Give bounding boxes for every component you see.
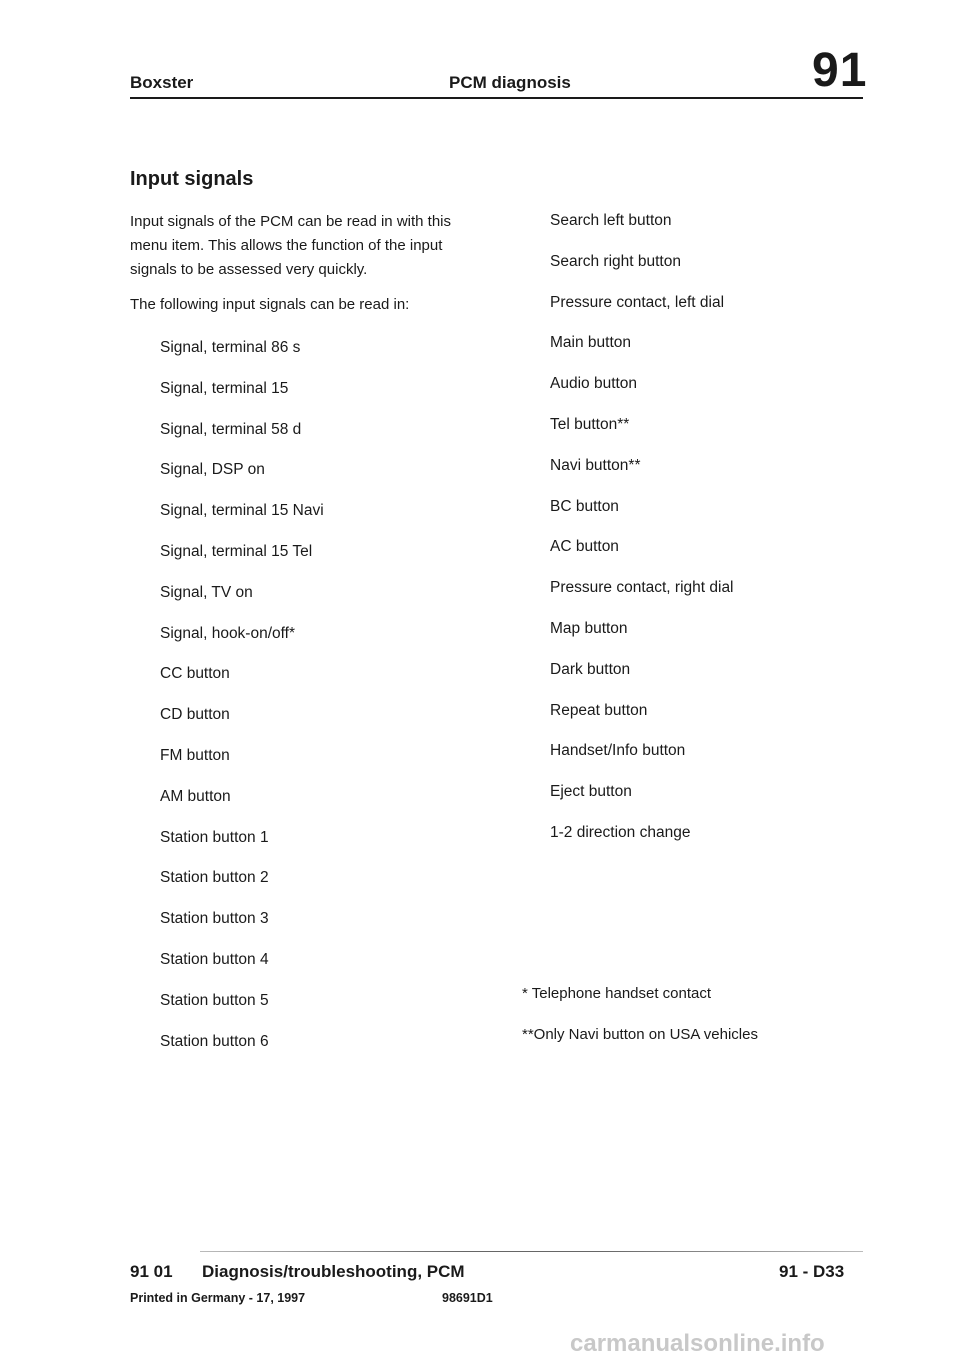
header-divider [130, 97, 863, 99]
list-item: Station button 6 [160, 1032, 269, 1050]
list-item: 1-2 direction change [550, 823, 691, 841]
list-item: Station button 2 [160, 869, 269, 887]
list-item: Search right button [550, 252, 681, 270]
list-item: Signal, TV on [160, 583, 253, 601]
list-item: AC button [550, 538, 619, 556]
footer-divider [200, 1251, 863, 1252]
intro-paragraph: Input signals of the PCM can be read in with this menu item. This allows the function of the input signals to be assessed very quickly. [130, 213, 452, 278]
list-item: Station button 4 [160, 950, 269, 968]
list-item: Tel button** [550, 415, 630, 433]
readin-paragraph: The following input signals can be read in: [130, 296, 410, 313]
footnote: * Telephone handset contact [522, 985, 712, 1002]
signal-list-right [550, 210, 734, 863]
list-item: AM button [160, 787, 231, 805]
list-item: Station button 1 [160, 828, 269, 846]
footnotes [522, 983, 758, 1065]
list-item: Signal, hook-on/off* [160, 624, 296, 642]
list-item: Navi button** [550, 456, 641, 474]
footer-section: Diagnosis/troubleshooting, PCM [202, 1262, 465, 1281]
list-item: Search left button [550, 212, 672, 229]
list-item: Dark button [550, 660, 631, 678]
list-item: Signal, terminal 86 s [160, 339, 301, 356]
chapter-number: 91 [812, 44, 868, 97]
header-title: PCM diagnosis [449, 73, 571, 92]
header-model: Boxster [130, 73, 194, 92]
list-item: CD button [160, 706, 230, 724]
list-item: Repeat button [550, 701, 648, 719]
list-item: Pressure contact, left dial [550, 293, 725, 311]
list-item: Eject button [550, 783, 632, 801]
list-item: FM button [160, 746, 230, 764]
list-item: Handset/Info button [550, 742, 686, 760]
list-item: Station button 3 [160, 910, 269, 928]
list-item: Signal, terminal 15 Navi [160, 502, 324, 520]
footer-code: 91 01 [130, 1262, 173, 1281]
footnote: **Only Navi button on USA vehicles [522, 1026, 758, 1043]
list-item: Signal, terminal 58 d [160, 420, 302, 438]
list-item: BC button [550, 497, 619, 515]
page-number: 91 - D33 [779, 1262, 845, 1281]
list-item: Map button [550, 619, 628, 637]
section-title: Input signals [130, 168, 254, 190]
list-item: Signal, terminal 15 Tel [160, 542, 313, 560]
list-item: CC button [160, 665, 230, 683]
list-item: Signal, terminal 15 [160, 379, 289, 397]
document-reference: 98691D1 [442, 1291, 493, 1305]
list-item: Pressure contact, right dial [550, 579, 734, 597]
signal-list-left [160, 337, 324, 1071]
list-item: Signal, DSP on [160, 461, 265, 479]
list-item: Audio button [550, 375, 638, 393]
print-info: Printed in Germany - 17, 1997 [130, 1291, 306, 1305]
watermark: carmanualsonline.info [570, 1330, 825, 1357]
list-item: Station button 5 [160, 991, 269, 1009]
list-item: Main button [550, 334, 631, 352]
